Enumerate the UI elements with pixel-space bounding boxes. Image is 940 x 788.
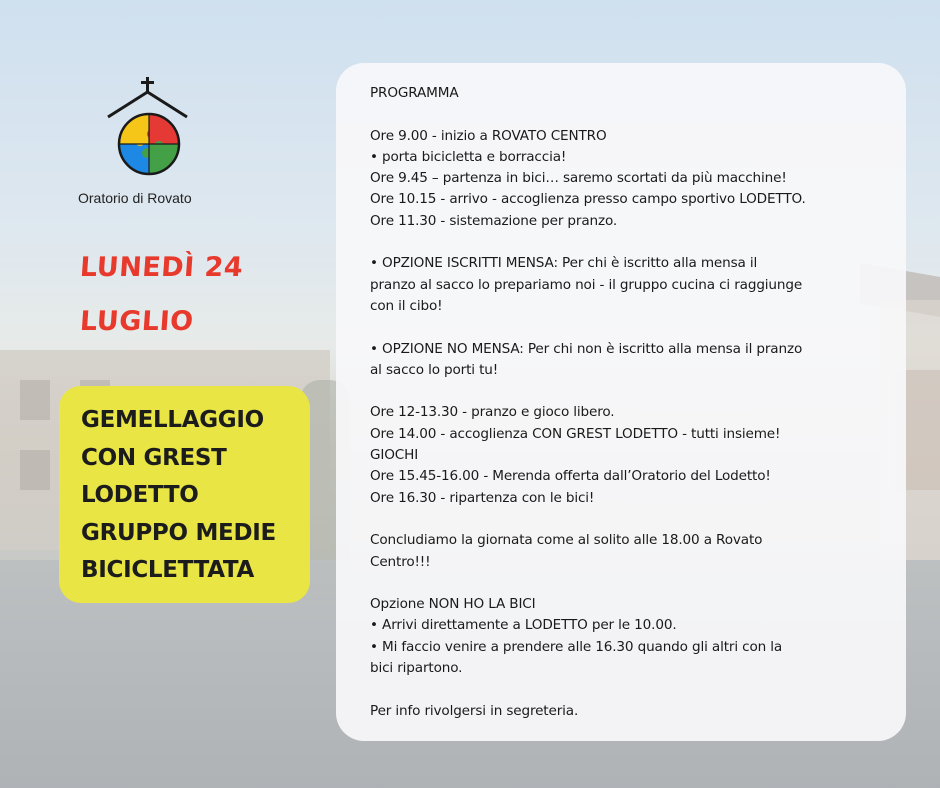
program-line bbox=[370, 573, 906, 594]
event-title-line: BICICLETTATA bbox=[81, 557, 255, 583]
program-line bbox=[370, 232, 906, 253]
program-line: Ore 9.00 - inizio a ROVATO CENTRO bbox=[370, 127, 607, 144]
organization-name: Oratorio di Rovato bbox=[78, 190, 192, 206]
program-line: • Mi faccio venire a prendere alle 16.30 quando gli altri con la bbox=[370, 638, 783, 655]
background-window bbox=[20, 450, 50, 490]
program-line bbox=[370, 679, 906, 700]
program-line: Ore 11.30 - sistemazione per pranzo. bbox=[370, 212, 618, 229]
event-title-line: GEMELLAGGIO bbox=[81, 407, 264, 433]
background-window bbox=[20, 380, 50, 420]
program-line: Ore 9.45 – partenza in bici… saremo scortati da più macchine! bbox=[370, 170, 787, 187]
program-line bbox=[370, 381, 906, 402]
program-line: GIOCHI bbox=[370, 447, 419, 464]
program-line: Ore 15.45-16.00 - Merenda offerta dall’Oratorio del Lodetto! bbox=[370, 468, 771, 485]
program-line bbox=[370, 104, 906, 125]
program-line: Ore 16.30 - ripartenza con le bici! bbox=[370, 489, 595, 506]
program-line: Centro!!! bbox=[370, 553, 431, 570]
program-line: al sacco lo porti tu! bbox=[370, 361, 499, 378]
event-title-line: CON GREST bbox=[81, 444, 227, 471]
program-line: Ore 10.15 - arrivo - accoglienza presso campo sportivo LODETTO. bbox=[370, 191, 806, 208]
program-line: Ore 12-13.30 - pranzo e gioco libero. bbox=[370, 404, 615, 421]
program-line bbox=[370, 509, 906, 530]
event-title-line: GRUPPO MEDIE bbox=[81, 519, 276, 546]
program-line: Concludiamo la giornata come al solito alle 18.00 a Rovato bbox=[370, 532, 763, 549]
event-title-line: LODETTO bbox=[81, 482, 199, 508]
program-title: PROGRAMMA bbox=[370, 85, 459, 101]
program-line bbox=[370, 317, 906, 338]
program-line: • Arrivi direttamente a LODETTO per le 10.00. bbox=[370, 617, 677, 634]
event-date-day: LUNEDÌ 24 bbox=[78, 252, 245, 283]
program-line: con il cibo! bbox=[370, 297, 443, 314]
program-line: Per info rivolgersi in segreteria. bbox=[370, 702, 579, 719]
church-puzzle-logo-icon bbox=[104, 77, 194, 177]
program-line: • OPZIONE ISCRITTI MENSA: Per chi è iscritto alla mensa il bbox=[370, 255, 758, 272]
program-line: bici ripartono. bbox=[370, 660, 463, 677]
program-line: • OPZIONE NO MENSA: Per chi non è iscritto alla mensa il pranzo bbox=[370, 340, 803, 357]
program-line: pranzo al sacco lo prepariamo noi - il gruppo cucina ci raggiunge bbox=[370, 276, 803, 293]
event-date-month: LUGLIO bbox=[78, 306, 195, 337]
program-line: Ore 14.00 - accoglienza CON GREST LODETTO - tutti insieme! bbox=[370, 425, 781, 442]
program-line: Opzione NON HO LA BICI bbox=[370, 596, 536, 613]
event-title-box bbox=[59, 386, 310, 603]
program-line: • porta bicicletta e borraccia! bbox=[370, 148, 567, 165]
program-panel bbox=[336, 63, 906, 741]
